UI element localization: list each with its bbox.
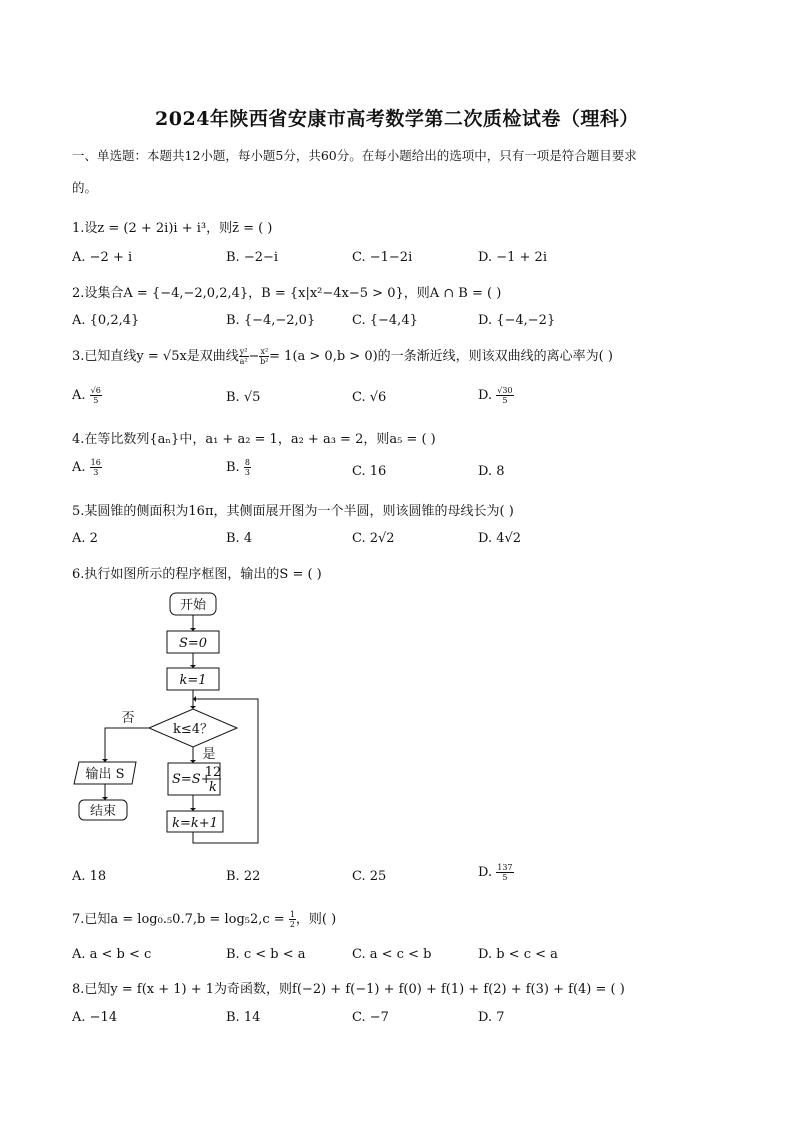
q4-option-a-label: A. <box>72 460 86 475</box>
flowchart-init-k-label: k=1 <box>179 673 207 688</box>
flowchart-condition-label: k≤4？ <box>172 722 214 737</box>
q7-option-d[interactable]: D. b < c < a <box>478 947 558 962</box>
q7-stem-part-b: ，则( ) <box>295 912 337 927</box>
q8-option-a[interactable]: A. −14 <box>72 1010 118 1025</box>
q6-option-d-label: D. <box>478 865 493 880</box>
q3-fraction-x2-b2: $\frac{\text{x²}}{\text{b²}}$ <box>260 347 269 366</box>
q1-option-a[interactable]: A. −2 + i <box>72 250 133 265</box>
q5-option-a[interactable]: A. 2 <box>72 531 98 546</box>
q6-option-d-fraction: $\frac{137}{5}$ <box>497 863 513 882</box>
q3-option-a[interactable] <box>72 386 102 405</box>
q2-option-c[interactable]: C. {−4,4} <box>352 313 418 328</box>
flowchart-start-label: 开始 <box>179 598 207 613</box>
q3-option-d-fraction: $\frac{√30}{5}$ <box>497 386 513 405</box>
flowchart-update-s-numerator: 12 <box>204 765 222 780</box>
question-7-stem <box>72 908 336 929</box>
page-title: 2024年陕西省安康市高考数学第二次质检试卷（理科） <box>155 108 639 130</box>
flowchart-end-label: 结束 <box>89 804 117 819</box>
q4-option-b-label: B. <box>226 460 240 475</box>
flowchart-update-s-label: S=S+ <box>172 772 212 787</box>
q3-fraction-y2-a2: $\frac{\text{y²}}{\text{a²}}$ <box>239 347 248 366</box>
q4-option-b[interactable] <box>226 458 251 477</box>
q8-option-d[interactable]: D. 7 <box>478 1010 505 1025</box>
q8-option-c[interactable]: C. −7 <box>352 1010 389 1025</box>
q5-option-d[interactable]: D. 4√2 <box>478 531 522 546</box>
q7-stem-part-a: 7.已知a = log₀.₅0.7,b = log₅2,c = <box>72 912 285 927</box>
q4-option-a[interactable] <box>72 458 102 477</box>
question-5-stem: 5.某圆锥的侧面积为16π，其侧面展开图为一个半圆，则该圆锥的母线长为( ) <box>72 504 514 519</box>
question-4-stem: 4.在等比数列{aₙ}中，a₁ + a₂ = 1，a₂ + a₃ = 2，则a₅ = ( ) <box>72 432 436 447</box>
program-flowchart <box>70 588 270 850</box>
question-8-stem: 8.已知y = f(x + 1) + 1为奇函数，则f(−2) + f(−1) + f(0) + f(1) + f(2) + f(3) + f(4) = ( ) <box>72 982 625 997</box>
q3-option-d[interactable] <box>478 386 514 405</box>
flowchart-update-k-label: k=k+1 <box>172 816 218 831</box>
q1-option-d[interactable]: D. −1 + 2i <box>478 250 547 265</box>
section-instruction-line1: 一、单选题：本题共12小题，每小题5分，共60分。在每小题给出的选项中，只有一项是符合题目要求 <box>72 148 637 163</box>
q3-option-a-label: A. <box>72 388 86 403</box>
section-instruction-line2: 的。 <box>72 180 98 195</box>
flowchart-output-label: 输出 S <box>85 767 125 782</box>
q2-option-b[interactable]: B. {−4,−2,0} <box>226 313 316 328</box>
question-2-stem: 2.设集合A = {−4,−2,0,2,4}，B = {x|x²−4x−5 > 0}，则A ∩ B = ( ) <box>72 286 502 301</box>
q5-option-b[interactable]: B. 4 <box>226 531 253 546</box>
flowchart-init-s-label: S=0 <box>178 636 208 651</box>
q4-option-a-fraction: $\frac{16}{3}$ <box>90 458 101 477</box>
flowchart-yes-label: 是 <box>202 747 216 762</box>
q7-option-a[interactable]: A. a < b < c <box>72 947 152 962</box>
flowchart-update-s-denominator: k <box>209 780 217 795</box>
q1-option-b[interactable]: B. −2−i <box>226 250 279 265</box>
q6-option-c[interactable]: C. 25 <box>352 869 387 884</box>
q7-option-c[interactable]: C. a < c < b <box>352 947 432 962</box>
q8-option-b[interactable]: B. 14 <box>226 1010 261 1025</box>
flowchart-no-label: 否 <box>121 711 135 726</box>
q3-option-c[interactable]: C. √6 <box>352 390 387 405</box>
q3-stem-part-a: 3.已知直线y = √5x是双曲线 <box>72 349 239 364</box>
q6-option-a[interactable]: A. 18 <box>72 869 107 884</box>
q3-option-b[interactable]: B. √5 <box>226 390 261 405</box>
q4-option-d[interactable]: D. 8 <box>478 464 505 479</box>
q4-option-c[interactable]: C. 16 <box>352 464 387 479</box>
q4-option-b-fraction: $\frac{8}{3}$ <box>244 458 250 477</box>
q6-option-b[interactable]: B. 22 <box>226 869 261 884</box>
q3-option-a-fraction: $\frac{√6}{5}$ <box>90 386 101 405</box>
question-6-stem: 6.执行如图所示的程序框图，输出的S = ( ) <box>72 567 322 582</box>
question-1-stem: 1.设z = (2 + 2i)i + i³，则z̄ = ( ) <box>72 221 273 236</box>
q2-option-d[interactable]: D. {−4,−2} <box>478 313 556 328</box>
question-3-stem: 3.已知直线y = √5x是双曲线 $\frac{\text{y²}}{\text{a²}}$ − $\frac{\text{x²}}{\text{b²}}$ = 1(a > 0,b > 0)的一条渐近线，则该双曲线的离心率为( ) <box>72 347 613 366</box>
q7-option-b[interactable]: B. c < b < a <box>226 947 306 962</box>
q7-fraction-c: $\frac{1}{2}$ <box>289 910 295 929</box>
q5-option-c[interactable]: C. 2√2 <box>352 531 395 546</box>
q3-stem-part-b: = 1(a > 0,b > 0)的一条渐近线，则该双曲线的离心率为( ) <box>269 349 613 364</box>
q6-option-d[interactable] <box>478 863 514 882</box>
q2-option-a[interactable]: A. {0,2,4} <box>72 313 140 328</box>
q3-option-d-label: D. <box>478 388 493 403</box>
q1-option-c[interactable]: C. −1−2i <box>352 250 413 265</box>
